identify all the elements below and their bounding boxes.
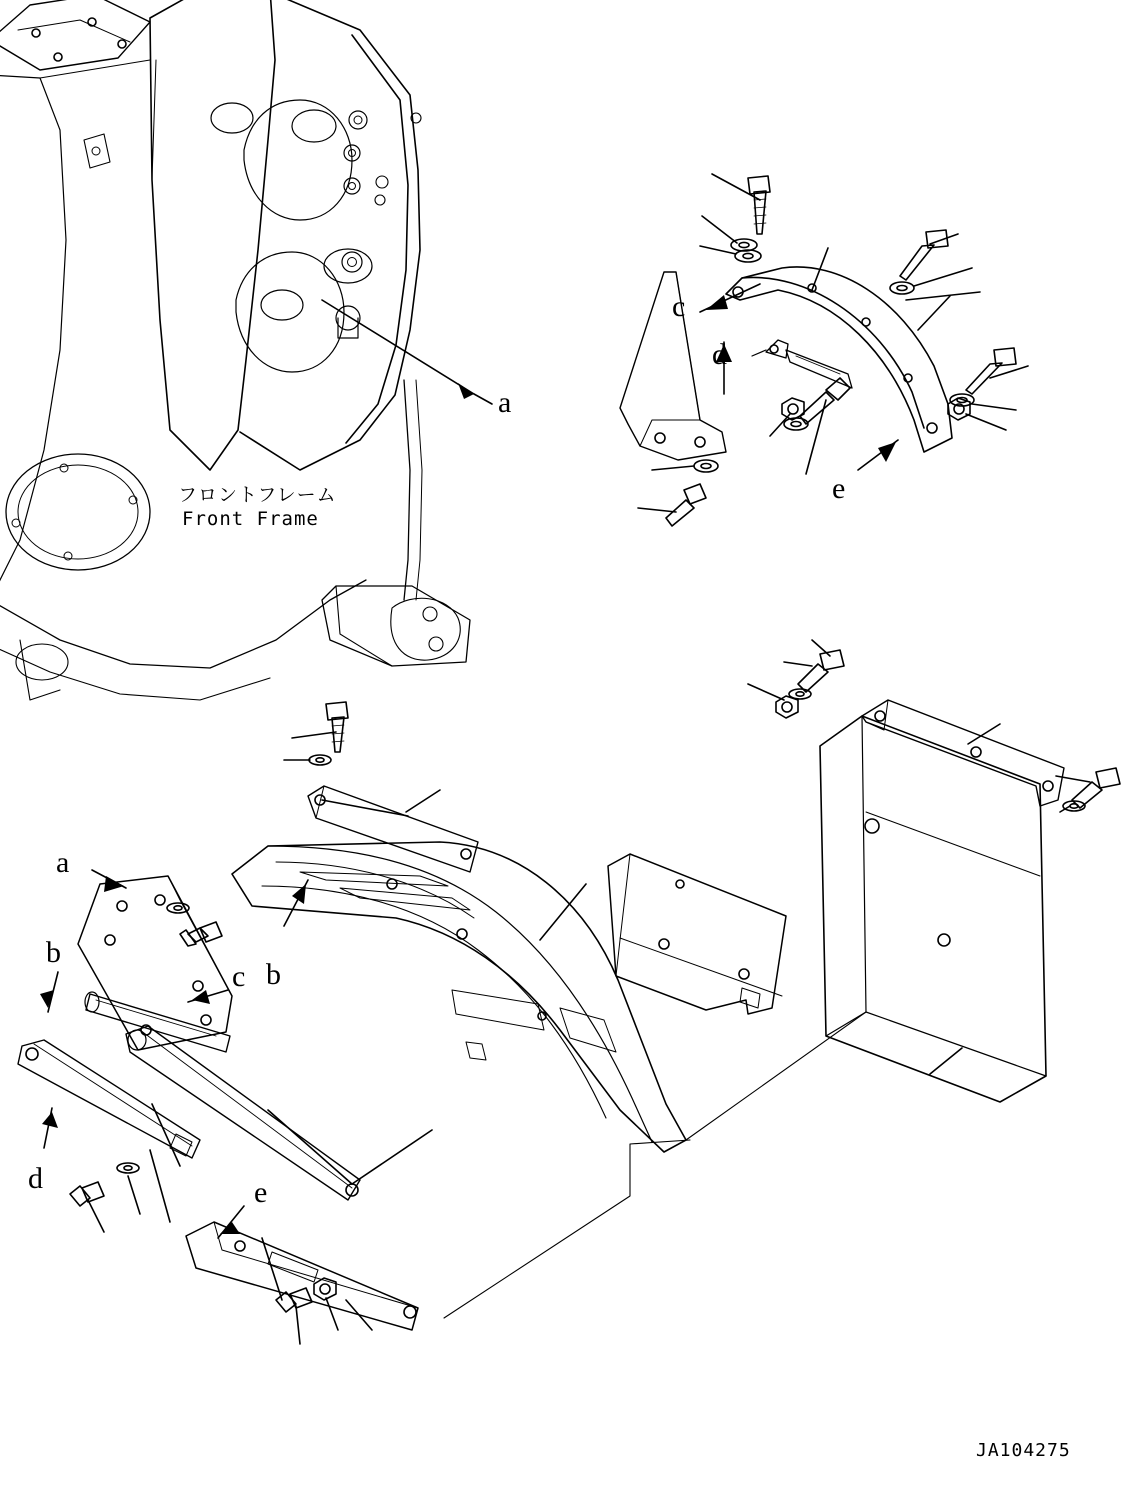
washer	[735, 250, 761, 262]
bolt	[70, 1182, 104, 1206]
callout-e-lower: e	[254, 1176, 268, 1209]
callout-a-lower: a	[56, 846, 70, 879]
callout-b-lower-bracket: b	[46, 936, 61, 969]
washer	[784, 418, 808, 430]
bolt	[748, 176, 770, 234]
callout-d-upper: d	[712, 338, 727, 371]
front-frame-caption-jp: フロントフレーム	[178, 484, 337, 506]
drawing-number: JA104275	[976, 1440, 1071, 1461]
bolt	[326, 702, 348, 752]
bolt	[666, 484, 706, 526]
front-frame-group	[0, 0, 470, 700]
callout-c-upper: c	[672, 290, 686, 323]
washer	[694, 460, 718, 472]
callout-b-lower-fender: b	[266, 958, 281, 991]
leader-a-upper	[322, 300, 492, 404]
callout-d-lower: d	[28, 1162, 43, 1195]
nut	[776, 696, 798, 718]
nut	[948, 398, 970, 420]
washer	[890, 282, 914, 294]
washer	[309, 755, 331, 765]
bolt	[798, 650, 844, 692]
front-frame-caption-en: Front Frame	[182, 508, 319, 530]
upper-right-assembly	[620, 174, 1028, 526]
callout-e-upper: e	[832, 472, 846, 505]
bolt	[900, 230, 948, 280]
bolt	[966, 348, 1016, 394]
callout-a-upper: a	[498, 386, 512, 419]
nut	[314, 1278, 336, 1300]
lower-assembly	[18, 640, 1120, 1344]
callout-c-lower: c	[232, 960, 246, 993]
bolt	[180, 922, 222, 946]
washer	[117, 1163, 139, 1173]
